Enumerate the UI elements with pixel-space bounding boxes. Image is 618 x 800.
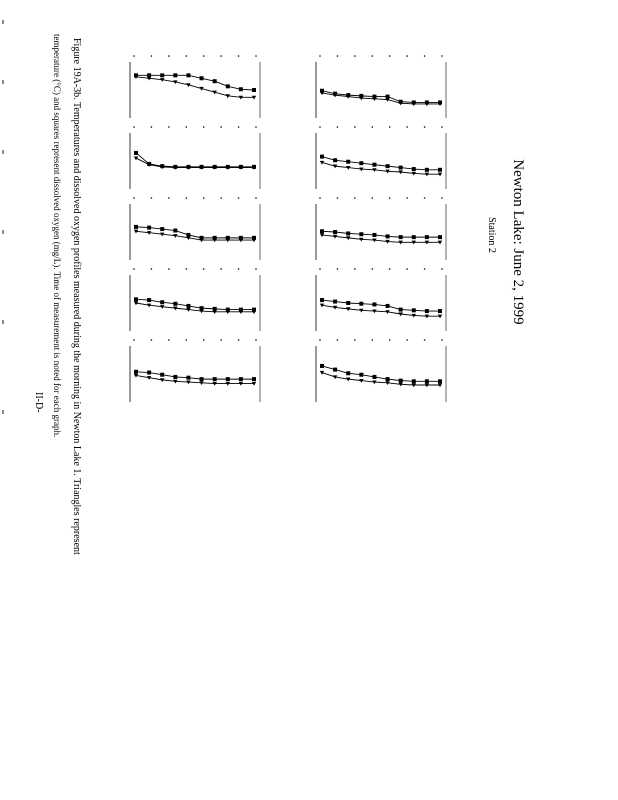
tick-mark [238, 339, 240, 341]
do-marker [186, 233, 190, 237]
tick-mark [354, 339, 356, 341]
do-marker [186, 304, 190, 308]
do-marker [320, 155, 324, 159]
do-marker [320, 229, 324, 233]
tick-mark [389, 126, 391, 128]
do-marker [186, 165, 190, 169]
series-line [136, 153, 254, 167]
do-marker [134, 297, 138, 301]
tick-mark [337, 268, 339, 270]
do-marker [386, 95, 390, 99]
tick-mark [168, 339, 170, 341]
tick-mark [151, 197, 153, 199]
do-marker [147, 162, 151, 166]
tick-mark [389, 339, 391, 341]
tick-mark [354, 268, 356, 270]
do-marker [386, 164, 390, 168]
do-marker [399, 166, 403, 170]
series-line [322, 91, 440, 103]
do-marker [252, 165, 256, 169]
do-marker [346, 160, 350, 164]
do-marker [359, 94, 363, 98]
tick-mark [133, 339, 135, 341]
do-marker [425, 235, 429, 239]
tick-mark [185, 197, 187, 199]
do-marker [412, 100, 416, 104]
tick-mark [371, 339, 373, 341]
tick-mark [424, 126, 426, 128]
tick-mark [133, 268, 135, 270]
tick-mark [133, 197, 135, 199]
tick-mark [371, 126, 373, 128]
tick-mark [220, 197, 222, 199]
do-marker [425, 168, 429, 172]
do-marker [425, 379, 429, 383]
do-marker [372, 233, 376, 237]
tick-mark [133, 126, 135, 128]
do-marker [160, 300, 164, 304]
do-marker [160, 164, 164, 168]
tick-mark [354, 126, 356, 128]
do-marker [134, 73, 138, 77]
do-marker [386, 234, 390, 238]
series-line [322, 300, 440, 311]
tick-mark [424, 55, 426, 57]
do-marker [252, 308, 256, 312]
do-marker [399, 235, 403, 239]
do-marker [226, 308, 230, 312]
do-marker [412, 235, 416, 239]
do-marker [213, 307, 217, 311]
tick-mark [424, 339, 426, 341]
do-marker [147, 371, 151, 375]
figure-caption-line-1: Figure 19A-3b. Temperatures and dissolved oxygen profiles measured during the morning in Newton Lake 1. Triangles represent [71, 38, 82, 555]
tick-mark [406, 126, 408, 128]
do-marker [173, 375, 177, 379]
do-marker [333, 92, 337, 96]
do-marker [438, 379, 442, 383]
tick-mark [441, 126, 443, 128]
tick-mark [255, 197, 257, 199]
do-marker [438, 235, 442, 239]
tick-mark [185, 268, 187, 270]
do-marker [147, 73, 151, 77]
series-line [136, 158, 254, 168]
do-marker [359, 232, 363, 236]
do-marker [252, 377, 256, 381]
tick-mark [406, 55, 408, 57]
tick-mark [255, 339, 257, 341]
tick-mark [151, 126, 153, 128]
tick-mark [319, 55, 321, 57]
do-marker [346, 371, 350, 375]
tick-mark [441, 197, 443, 199]
tick-mark [337, 126, 339, 128]
page-title: Newton Lake: June 2, 1999 [510, 159, 526, 325]
tick-mark [337, 197, 339, 199]
do-marker [226, 165, 230, 169]
page-subtitle: Station 2 [486, 217, 497, 253]
do-marker [346, 301, 350, 305]
tick-mark [238, 268, 240, 270]
tick-mark [168, 55, 170, 57]
tick-mark [406, 339, 408, 341]
tick-mark [203, 197, 205, 199]
tick-mark [319, 197, 321, 199]
do-marker [399, 379, 403, 383]
do-marker [412, 167, 416, 171]
do-marker [346, 231, 350, 235]
tick-mark [220, 55, 222, 57]
tick-mark [319, 126, 321, 128]
do-marker [386, 377, 390, 381]
do-marker [239, 377, 243, 381]
do-marker [200, 377, 204, 381]
do-marker [213, 236, 217, 240]
series-line [322, 366, 440, 381]
tick-mark [389, 197, 391, 199]
tick-mark [203, 55, 205, 57]
tick-mark [441, 55, 443, 57]
tick-mark [220, 126, 222, 128]
do-marker [333, 368, 337, 372]
tick-mark [238, 126, 240, 128]
do-marker [147, 298, 151, 302]
tick-mark [185, 55, 187, 57]
do-marker [213, 79, 217, 83]
do-marker [160, 373, 164, 377]
tick-mark [255, 55, 257, 57]
do-marker [372, 375, 376, 379]
do-marker [239, 165, 243, 169]
tick-mark [168, 126, 170, 128]
series-line [322, 162, 440, 174]
tick-mark [337, 339, 339, 341]
do-marker [333, 158, 337, 162]
do-marker [160, 73, 164, 77]
do-marker [320, 89, 324, 93]
do-marker [320, 364, 324, 368]
do-marker [438, 100, 442, 104]
do-marker [200, 165, 204, 169]
do-marker [372, 302, 376, 306]
do-marker [134, 225, 138, 229]
tick-mark [185, 126, 187, 128]
do-marker [213, 377, 217, 381]
tick-mark [220, 268, 222, 270]
do-marker [213, 165, 217, 169]
do-marker [320, 298, 324, 302]
do-marker [252, 236, 256, 240]
tick-mark [238, 197, 240, 199]
do-marker [412, 379, 416, 383]
tick-mark [203, 339, 205, 341]
tick-mark [220, 339, 222, 341]
do-marker [438, 168, 442, 172]
tick-mark [151, 55, 153, 57]
do-marker [346, 93, 350, 97]
tick-mark [424, 197, 426, 199]
do-marker [333, 230, 337, 234]
tick-mark [203, 126, 205, 128]
do-marker [399, 308, 403, 312]
do-marker [333, 300, 337, 304]
series-line [136, 75, 254, 90]
do-marker [173, 73, 177, 77]
do-marker [226, 377, 230, 381]
tick-mark [319, 339, 321, 341]
tick-mark [389, 268, 391, 270]
do-marker [173, 165, 177, 169]
do-marker [239, 236, 243, 240]
do-marker [386, 304, 390, 308]
do-marker [438, 309, 442, 313]
do-marker [372, 163, 376, 167]
tick-mark [151, 339, 153, 341]
do-marker [173, 302, 177, 306]
series-line [322, 231, 440, 237]
tick-mark [406, 268, 408, 270]
do-marker [252, 88, 256, 92]
tick-mark [151, 268, 153, 270]
tick-mark [406, 197, 408, 199]
do-marker [186, 73, 190, 77]
tick-mark [203, 268, 205, 270]
do-marker [359, 302, 363, 306]
do-marker [200, 306, 204, 310]
do-marker [412, 308, 416, 312]
series-line [136, 231, 254, 240]
do-marker [147, 226, 151, 230]
series-line [322, 373, 440, 385]
do-marker [226, 84, 230, 88]
tick-mark [371, 197, 373, 199]
do-marker [200, 76, 204, 80]
do-marker [359, 373, 363, 377]
tick-mark [354, 197, 356, 199]
tick-mark [371, 268, 373, 270]
tick-mark [255, 268, 257, 270]
tick-mark [371, 55, 373, 57]
tick-mark [185, 339, 187, 341]
tick-mark [337, 55, 339, 57]
do-marker [160, 227, 164, 231]
do-marker [239, 308, 243, 312]
do-marker [239, 87, 243, 91]
tick-mark [424, 268, 426, 270]
tick-mark [389, 55, 391, 57]
do-marker [186, 376, 190, 380]
page-number: II-D- [33, 392, 44, 413]
do-marker [372, 95, 376, 99]
do-marker [134, 370, 138, 374]
series-line [322, 157, 440, 170]
tick-mark [354, 55, 356, 57]
tick-mark [168, 197, 170, 199]
do-marker [173, 229, 177, 233]
tick-mark [133, 55, 135, 57]
do-marker [226, 236, 230, 240]
figure-caption-line-2: temperature (°C) and squares represent dissolved oxygen (mg/L). Time of measurement is noted for each graph. [52, 34, 62, 438]
do-marker [359, 161, 363, 165]
series-line [136, 299, 254, 309]
tick-mark [441, 268, 443, 270]
do-marker [134, 151, 138, 155]
do-marker [200, 236, 204, 240]
tick-mark [319, 268, 321, 270]
tick-mark [441, 339, 443, 341]
tick-mark [255, 126, 257, 128]
do-marker [425, 309, 429, 313]
do-marker [425, 100, 429, 104]
tick-mark [238, 55, 240, 57]
tick-mark [168, 268, 170, 270]
series-line [136, 227, 254, 238]
do-marker [399, 100, 403, 104]
series-line [136, 77, 254, 98]
